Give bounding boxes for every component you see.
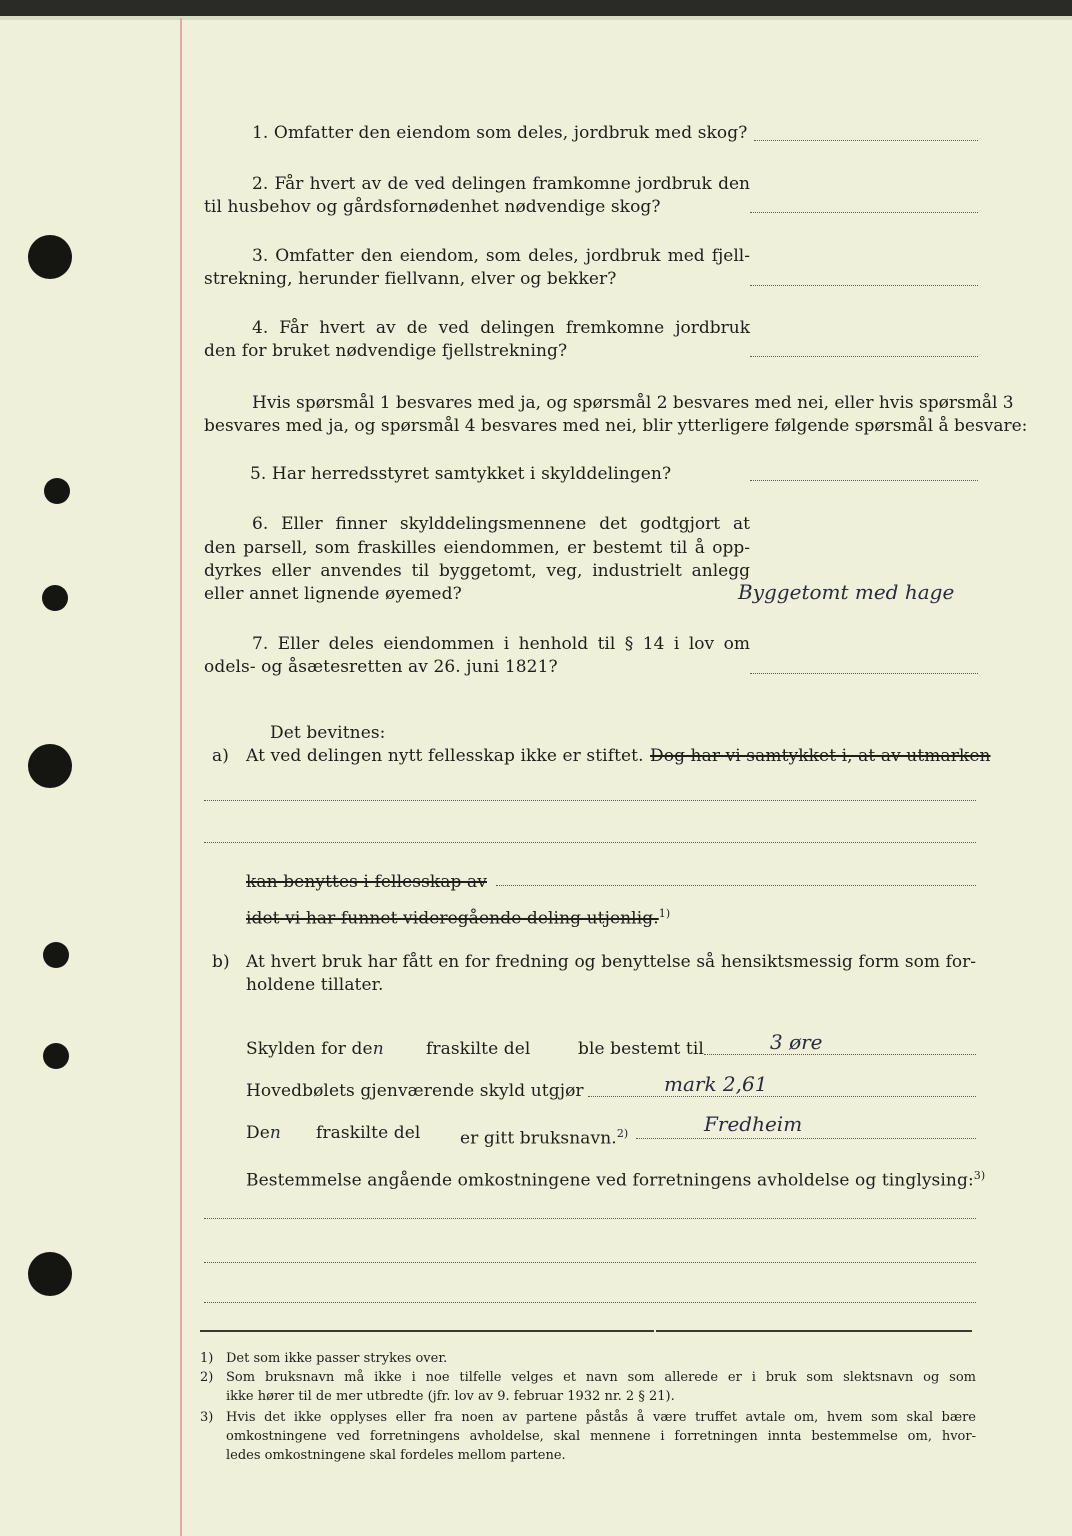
attest-b-line1: At hvert bruk har fått en for fredning og benyttelse så hensiktsmessig form som for- — [246, 952, 976, 972]
condition-line2: besvares med ja, og spørsmål 4 besvares med nei, blir ytterligere følgende spørsmål å besvare: — [204, 416, 1028, 436]
question-6-line2: den parsell, som fraskilles eiendommen, er bestemt til å opp- — [204, 538, 750, 558]
punch-hole — [43, 1043, 69, 1069]
question-4-line2: den for bruket nødvendige fjellstrekning? — [204, 341, 568, 361]
skyld-line3-a — [246, 1122, 281, 1145]
question-2-line1: 2. Får hvert av de ved delingen framkomne jordbruk den — [252, 174, 750, 194]
attest-heading: Det bevitnes: — [270, 723, 386, 743]
skyld-line1-fill[interactable] — [704, 1054, 976, 1055]
skyld-line1-hand: n — [372, 1039, 384, 1059]
skyld-line3-fill[interactable] — [636, 1138, 976, 1139]
question-6-line1: 6. Eller finner skylddelingsmennene det godtgjort at — [252, 514, 750, 534]
question-7-line1: 7. Eller deles eiendommen i henhold til § 14 i lov om — [252, 634, 750, 654]
skyld-line1-a-text: Skylden for de — [246, 1039, 373, 1059]
skyld-line2-value[interactable]: mark 2,61 — [664, 1072, 768, 1096]
attest-b-label: b) — [212, 952, 230, 972]
answer-line-1[interactable] — [754, 140, 978, 141]
struck-line-3-text: idet vi har funnet videregående deling utjenlig. — [246, 908, 659, 929]
footnote-3-mark: 3) — [200, 1410, 214, 1425]
costs-label — [246, 1164, 985, 1193]
skyld-line1-b: fraskilte del — [426, 1039, 531, 1059]
punch-hole — [43, 942, 69, 968]
footnote-3-line2: omkostningene ved forretningens avholdelse, skal mennene i forretningen innta bestemmelse om, hvor- — [226, 1429, 976, 1444]
costs-fill-2[interactable] — [204, 1262, 976, 1263]
footnote-1-mark: 1) — [200, 1351, 214, 1366]
question-4-line1: 4. Får hvert av de ved delingen fremkomne jordbruk — [252, 318, 750, 338]
skyld-line2-fill[interactable] — [588, 1096, 976, 1097]
struck-line-3 — [246, 902, 670, 931]
footnote-rule-right — [656, 1330, 972, 1332]
answer-6-handwritten[interactable]: Byggetomt med hage — [738, 580, 955, 604]
question-6-line3: dyrkes eller anvendes til byggetomt, veg, industrielt anlegg — [204, 561, 750, 581]
attest-a-label: a) — [212, 746, 229, 766]
question-7-line2: odels- og åsætesretten av 26. juni 1821? — [204, 657, 558, 677]
punch-hole — [28, 235, 72, 279]
skyld-line3-sup: 2) — [616, 1127, 629, 1140]
footnote-2-line1: Som bruksnavn må ikke i noe tilfelle velges et navn som allerede er i bruk som slektsnavn og som — [226, 1370, 976, 1385]
question-6-line4: eller annet lignende øyemed? — [204, 584, 462, 604]
attest-a-text: At ved delingen nytt fellesskap ikke er stiftet. — [246, 746, 644, 766]
question-1: 1. Omfatter den eiendom som deles, jordbruk med skog? — [252, 123, 748, 143]
skyld-line3-c — [460, 1122, 628, 1151]
question-5: 5. Har herredsstyret samtykket i skylddelingen? — [250, 464, 672, 484]
struck-line-2: kan benyttes i fellesskap av — [246, 872, 487, 892]
answer-line-7[interactable] — [750, 673, 978, 674]
scan-top-edge — [0, 0, 1072, 16]
footnote-2-line2: ikke hører til de mer utbredte (jfr. lov av 9. februar 1932 nr. 2 § 21). — [226, 1389, 675, 1404]
costs-fill-1[interactable] — [204, 1218, 976, 1219]
skyld-line3-c-text: er gitt bruksnavn. — [460, 1128, 617, 1149]
answer-line-3[interactable] — [750, 285, 978, 286]
skyld-line1-a — [246, 1038, 384, 1061]
skyld-line2-label: Hovedbølets gjenværende skyld utgjør — [246, 1081, 584, 1101]
footnote-3-line3: ledes omkostningene skal fordeles mellom partene. — [226, 1448, 566, 1463]
margin-line — [180, 18, 182, 1536]
footnote-2-mark: 2) — [200, 1370, 214, 1385]
footnote-1: Det som ikke passer strykes over. — [226, 1351, 448, 1366]
skyld-line1-value[interactable]: 3 øre — [770, 1030, 823, 1054]
question-3-line1: 3. Omfatter den eiendom, som deles, jordbruk med fjell- — [252, 246, 750, 266]
punch-hole — [42, 585, 68, 611]
costs-label-text: Bestemmelse angående omkostningene ved forretningens avholdelse og tinglysing: — [246, 1170, 974, 1191]
punch-hole — [44, 478, 70, 504]
punch-hole — [28, 744, 72, 788]
skyld-line1-c: ble bestemt til — [578, 1039, 704, 1059]
answer-line-2[interactable] — [750, 212, 978, 213]
question-2-line2: til husbehov og gårdsfornødenhet nødvendige skog? — [204, 197, 661, 217]
footnote-3-line1: Hvis det ikke opplyses eller fra noen av partene påstås å være truffet avtale om, hvem som skal bære — [226, 1410, 976, 1425]
fill-line-a2[interactable] — [204, 842, 976, 843]
costs-sup: 3) — [973, 1169, 986, 1182]
answer-line-4[interactable] — [750, 356, 978, 357]
struck-line-3-sup: 1) — [658, 907, 671, 920]
costs-fill-3[interactable] — [204, 1302, 976, 1303]
footnote-rule-left — [200, 1330, 654, 1332]
fill-line-a3[interactable] — [496, 885, 976, 886]
punch-hole — [28, 1252, 72, 1296]
scan-top-shadow — [0, 16, 1072, 20]
question-3-line2: strekning, herunder fiellvann, elver og bekker? — [204, 269, 617, 289]
attest-a-struck: Dog har vi samtykket i, at av utmarken — [650, 746, 991, 766]
skyld-line3-hand: n — [269, 1123, 281, 1143]
skyld-line3-b: fraskilte del — [316, 1123, 421, 1143]
attest-b-line2: holdene tillater. — [246, 975, 384, 995]
answer-line-5[interactable] — [750, 480, 978, 481]
fill-line-a1[interactable] — [204, 800, 976, 801]
condition-line1: Hvis spørsmål 1 besvares med ja, og spørsmål 2 besvares med nei, eller hvis spørsmål 3 — [252, 393, 1014, 413]
skyld-line3-value[interactable]: Fredheim — [704, 1112, 803, 1136]
skyld-line3-a-text: De — [246, 1123, 270, 1143]
